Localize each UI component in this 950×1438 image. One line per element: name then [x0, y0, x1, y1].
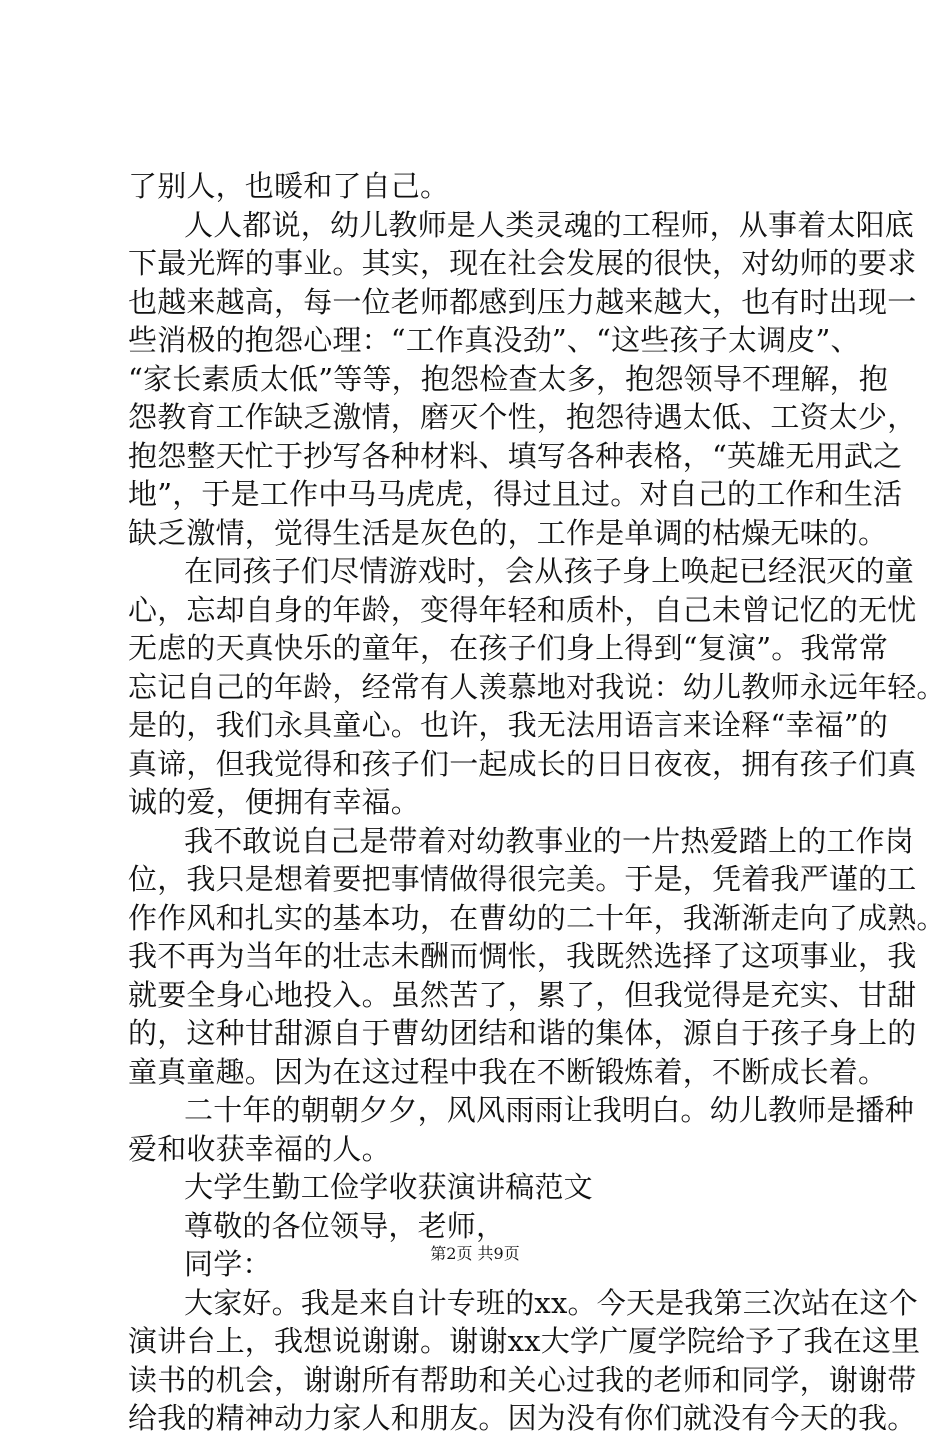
text-line: 下最光辉的事业。其实，现在社会发展的很快，对幼师的要求	[128, 246, 917, 280]
text-line: 作作风和扎实的基本功，在曹幼的二十年，我渐渐走向了成熟。	[128, 900, 946, 935]
text-line: 忘记自己的年龄，经常有人羡慕地对我说：幼儿教师永远年轻。	[128, 669, 946, 704]
text-line: “家长素质太低”等等，抱怨检查太多，抱怨领导不理解，抱	[128, 361, 889, 396]
text-line: 我不敢说自己是带着对幼教事业的一片热爱踏上的工作岗	[184, 823, 915, 858]
text-line: 同学：	[184, 1247, 272, 1281]
text-line: 就要全身心地投入。虽然苦了，累了，但我觉得是充实、甘甜	[128, 977, 917, 1012]
text-line: 诚的爱，便拥有幸福。	[128, 785, 421, 819]
text-line: 位，我只是想着要把事情做得很完美。于是，凭着我严谨的工	[128, 862, 917, 896]
text-line: 的，这种甘甜源自于曹幼团结和谐的集体，源自于孩子身上的	[128, 1016, 917, 1050]
text-line: 无虑的天真快乐的童年，在孩子们身上得到“复演”。我常常	[128, 631, 889, 665]
text-line: 大家好。我是来自计专班的xx。今天是我第三次站在这个	[184, 1285, 918, 1320]
text-line: 读书的机会，谢谢所有帮助和关心过我的老师和同学，谢谢带	[128, 1362, 917, 1397]
text-line: 也越来越高，每一位老师都感到压力越来越大，也有时出现一	[128, 284, 917, 319]
text-line: 心，忘却自身的年龄，变得年轻和质朴，自己未曾记忆的无忧	[128, 592, 917, 627]
text-line: 尊敬的各位领导，老师，	[184, 1208, 506, 1243]
text-line: 了别人，也暖和了自己。	[128, 169, 450, 203]
text-line: 缺乏激情，觉得生活是灰色的，工作是单调的枯燥无味的。	[128, 515, 888, 550]
text-line: 我不再为当年的壮志未酬而惆怅，我既然选择了这项事业，我	[128, 939, 917, 973]
text-line: 大学生勤工俭学收获演讲稿范文	[184, 1170, 593, 1204]
text-line: 童真童趣。因为在这过程中我在不断锻炼着，不断成长着。	[128, 1054, 888, 1089]
page-footer: 第2页 共9页	[430, 1244, 520, 1263]
text-line: 是的，我们永具童心。也许，我无法用语言来诠释“幸福”的	[128, 708, 889, 742]
text-line: 真谛，但我觉得和孩子们一起成长的日日夜夜，拥有孩子们真	[128, 746, 917, 781]
text-line: 抱怨整天忙于抄写各种材料、填写各种表格，“英雄无用武之	[128, 438, 903, 473]
text-line: 在同孩子们尽情游戏时，会从孩子身上唤起已经泯灭的童	[184, 554, 915, 588]
text-line: 怨教育工作缺乏激情，磨灭个性，抱怨待遇太低、工资太少，	[128, 400, 917, 434]
text-line: 二十年的朝朝夕夕，风风雨雨让我明白。幼儿教师是播种	[184, 1093, 915, 1127]
text-line: 爱和收获幸福的人。	[128, 1131, 391, 1166]
text-line: 些消极的抱怨心理：“工作真没劲”、“这些孩子太调皮”、	[128, 323, 860, 357]
text-line: 地”，于是工作中马马虎虎，得过且过。对自己的工作和生活	[128, 477, 903, 511]
text-line: 人人都说，幼儿教师是人类灵魂的工程师，从事着太阳底	[184, 207, 915, 242]
text-line: 演讲台上，我想说谢谢。谢谢xx大学广厦学院给予了我在这里	[128, 1324, 921, 1358]
text-line: 给我的精神动力家人和朋友。因为没有你们就没有今天的我。	[128, 1401, 917, 1435]
